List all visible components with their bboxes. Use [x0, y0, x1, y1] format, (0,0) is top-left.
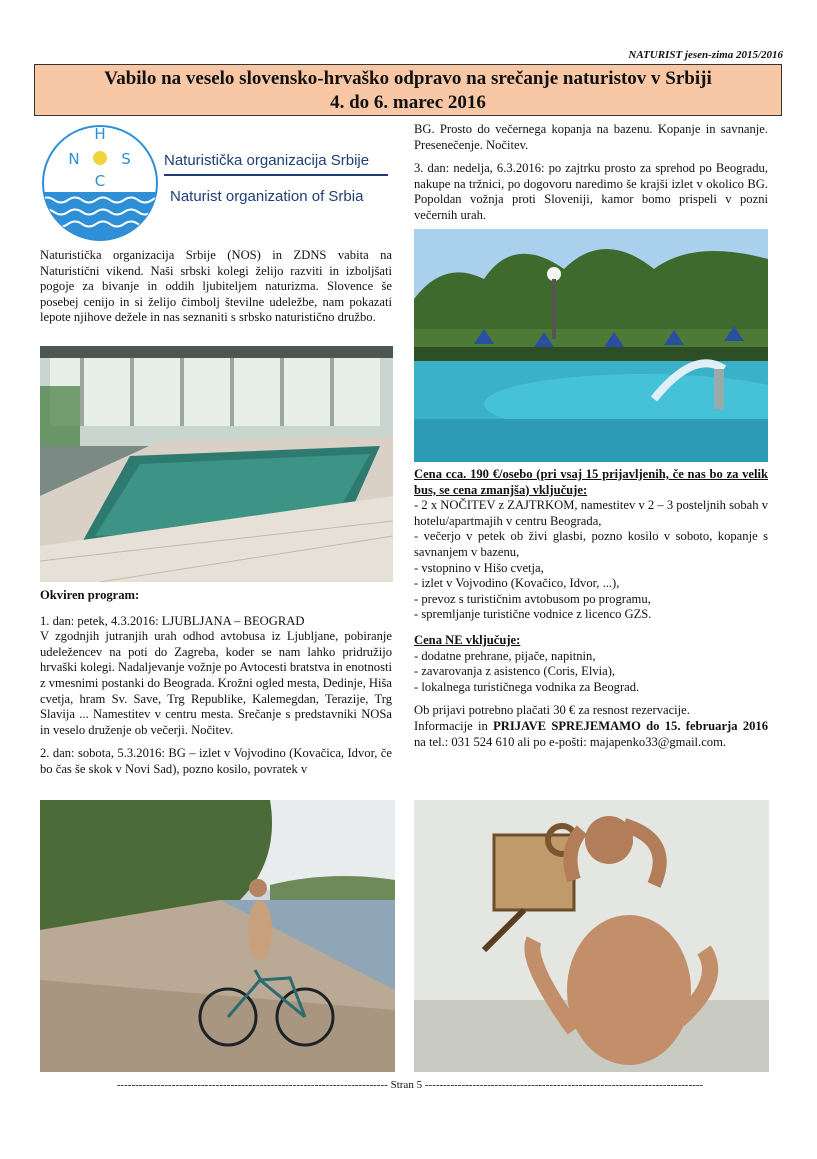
nos-logo: [40, 124, 390, 242]
price-section: [414, 467, 768, 750]
program-heading: Okviren program:: [40, 588, 140, 602]
cyclist-photo: [40, 800, 395, 1072]
list-item: - lokalnega turističnega vodnika za Beograd.: [414, 679, 640, 694]
logo-letter: H: [94, 125, 106, 143]
price-includes-list: [414, 498, 768, 623]
indoor-pool-photo: [40, 346, 393, 582]
list-item: - zavarovanja z asistenco (Coris, Elvia),: [414, 664, 616, 679]
logo-letter: S: [121, 150, 131, 168]
contact-info: [414, 719, 768, 750]
bather-photo: [414, 800, 769, 1072]
sun-icon: [93, 151, 107, 165]
program-section: [40, 588, 392, 786]
price-excludes-list: [414, 649, 768, 696]
nos-logo-emblem: [40, 124, 160, 242]
day2-text-end: BG. Prosto do večernega kopanja na bazenu. Kopanje in savnanje. Presenečenje. Nočitev.: [414, 122, 768, 152]
intro-paragraph: Naturistička organizacija Srbije (NOS) in ZDNS vabita na Naturistični vikend. Naši srbski kolegi želijo razviti in izboljšati pogoje za bivanje in oddih ljubiteljem naturizma. Slovence še posebej cenijo in si želijo čimbolj številne udeležbe, nam pokazati lepote njihove dežele in nas seznaniti s srbsko naturistično družbo.: [40, 248, 392, 325]
article-date: 4. do 6. marec 2016: [330, 92, 486, 113]
deposit-note: Ob prijavi potrebno plačati 30 € za resnost rezervacije.: [414, 703, 690, 718]
logo-letter: N: [68, 150, 80, 168]
registration-deadline: PRIJAVE SPREJEMAMO do 15. februarja 2016: [493, 718, 769, 733]
price-excludes-heading: Cena NE vključuje:: [414, 632, 521, 647]
contact-details: na tel.: 031 524 610 ali po e-pošti: majapenko33@gmail.com.: [414, 734, 727, 749]
list-item: - vstopnino v Hišo cvetja,: [414, 560, 544, 575]
list-item: - večerjo v petek ob živi glasbi, pozno kosilo v soboto, kopanje s savnanjem v bazenu,: [414, 529, 768, 559]
list-item: - spremljanje turistične vodnice z licenco GZS.: [414, 607, 652, 622]
day1-title: 1. dan: petek, 4.3.2016: LJUBLJANA – BEOGRAD: [40, 613, 305, 628]
price-heading: Cena cca. 190 €/osebo (pri vsaj 15 prijavljenih, če nas bo za velik bus, se cena zmanjša) vključuje:: [414, 467, 768, 497]
day3-text: 3. dan: nedelja, 6.3.2016: po zajtrku prosto za sprehod po Beogradu, nakupe na tržnici, po dogovoru naredimo še krajši izlet v okolico BG. Popoldan vožnja proti Sloveniji, kamor bomo prispeli v pozni večernih urah.: [414, 161, 768, 222]
logo-letter: C: [94, 172, 106, 190]
page-footer: -------------------------------------------------------------------------- Stran 5 ----------------------------------------------------------------------------: [116, 1079, 704, 1091]
right-column-top: [414, 122, 768, 232]
day1-text: V zgodnjih jutranjih urah odhod avtobusa iz Ljubljane, pobiranje udeležencev na poti do Zagreba, koder se nam lahko pridružijo hrvaški kolegi. Nadaljevanje vožnje po Avtocesti bratstva in enotnosti z vmesnimi postanki do Beograda. Krožni ogled mesta, Dedinje, Hiša cvetja, hram Sv. Save, Trg Republike, Kalemegdan, Terazije, Trg Slavija ... Namestitev v centru mesta. Srečanje s predstavniki NOSa in veselo druženje ob večerji. Nočitev.: [40, 629, 392, 737]
outdoor-pool-photo: [414, 229, 768, 462]
article-title: Vabilo na veselo slovensko-hrvaško odpravo na srečanje naturistov v Srbiji: [104, 68, 712, 89]
list-item: - prevoz s turističnim avtobusom po programu,: [414, 591, 651, 606]
logo-name-sr: Naturistička organizacija Srbije: [164, 152, 370, 169]
list-item: - izlet v Vojvodino (Kovačico, Idvor, ...),: [414, 576, 620, 591]
contact-text: Informacije in: [414, 718, 494, 733]
list-item: - 2 x NOČITEV z ZAJTRKOM, namestitev v 2 – 3 posteljnih sobah v hotelu/apartmajih v centru Beograda,: [414, 498, 768, 528]
page-number: Stran 5: [390, 1079, 423, 1091]
logo-name-en: Naturist organization of Srbia: [170, 188, 364, 205]
day2-text-start: 2. dan: sobota, 5.3.2016: BG – izlet v Vojvodino (Kovačica, Idvor, če bo čas še skok v Novi Sad), pozno kosilo, povratek v: [40, 746, 392, 776]
article-title-box: [34, 64, 782, 116]
running-header: NATURIST jesen-zima 2015/2016: [628, 49, 783, 61]
list-item: - dodatne prehrane, pijače, napitnin,: [414, 648, 596, 663]
